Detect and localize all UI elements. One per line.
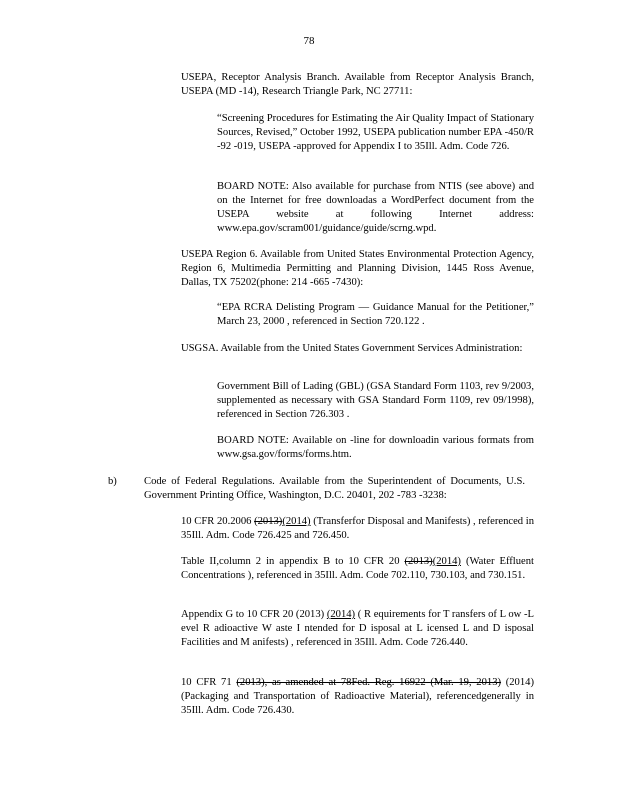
board-note-ntis: BOARD NOTE: Also available for purchase from NTIS (see above) and on the Internet for free downloadas a WordPerfect document from the USEPA website at following Internet address: www.epa.gov/scram001/guidance/guide/scrng.wpd.	[217, 181, 534, 234]
bill-of-lading-reference: Government Bill of Lading (GBL) (GSA Standard Form 1103, rev 9/2003, supplemented as necessary with GSA Standard Form 1109, rev 09/1998), referenced in Section 726.303 .	[217, 381, 534, 420]
inserted-year: (2014)	[432, 556, 461, 567]
delisting-program-reference: “EPA RCRA Delisting Program — Guidance Manual for the Petitioner,” March 23, 2000 , referenced in Section 720.122 .	[217, 302, 534, 327]
cfr-entry	[181, 515, 534, 543]
cfr-entry-text: (2014) (Packaging and Transportation of Radioactive Material), referencedgenerally in 35Ill. Adm. Code 726.430.	[181, 677, 534, 716]
usgsa-intro: USGSA. Available from the United States Government Services Administration:	[181, 343, 523, 354]
deleted-amendment: (2013), as amended at 78Fed. Reg. 16922 (Mar. 19, 2013)	[236, 677, 502, 688]
screening-procedures-reference: “Screening Procedures for Estimating the Air Quality Impact of Stationary Sources, Revised,” October 1992, USEPA publication number EPA -450/R -92 -019, USEPA -approved for Appendix I to 35Ill. Adm. Code 726.	[217, 113, 534, 152]
deleted-year: (2013)	[404, 556, 433, 567]
cfr-entry-text: Appendix G to 10 CFR 20 (2013)	[181, 609, 327, 620]
usepa-receptor-intro: USEPA, Receptor Analysis Branch. Available from Receptor Analysis Branch, USEPA (MD -14), Research Triangle Park, NC 27711:	[181, 72, 534, 97]
cfr-entry-text: ( R equirements for T ransfers of L ow -L evel R adioactive W aste I ntended for D isposal at L icensed L and D isposal Facilities and M anifests) , referenced in 35Ill. Adm. Code 726.440.	[181, 609, 535, 648]
board-note-gsa: BOARD NOTE: Available on -line for downloadin various formats from www.gsa.gov/forms/forms.htm.	[217, 435, 534, 460]
cfr-entry	[181, 676, 534, 718]
cfr-entry-text: 10 CFR 71	[181, 677, 237, 688]
inserted-year: (2014)	[326, 609, 356, 620]
page-number: 78	[303, 35, 315, 47]
cfr-intro: Code of Federal Regulations. Available from the Superintendent of Documents, U.S. Government Printing Office, Washington, D.C. 20401, 202 -783 -3238:	[144, 476, 525, 501]
cfr-entry	[181, 555, 534, 583]
section-b-marker: b)	[108, 476, 117, 487]
usepa-region6-intro: USEPA Region 6. Available from United States Environmental Protection Agency, Region 6, Multimedia Permitting and Planning Division, 1445 Ross Avenue, Dallas, TX 75202(phone: 214 -665 -7430):	[181, 249, 534, 288]
cfr-entry-text: Table II,column 2 in appendix B to 10 CFR 20	[181, 556, 405, 567]
deleted-year: (2013)	[254, 516, 283, 527]
cfr-entry-text: 10 CFR 20.2006	[181, 516, 255, 527]
cfr-entry-text: (Transferfor Disposal and Manifests) , referenced in 35Ill. Adm. Code 726.425 and 726.450.	[181, 516, 534, 541]
inserted-year: (2014)	[282, 516, 311, 527]
cfr-entry	[181, 608, 534, 650]
cfr-entry-text: (Water Effluent Concentrations ), referenced in 35Ill. Adm. Code 702.110, 730.103, and 730.151.	[181, 556, 534, 581]
